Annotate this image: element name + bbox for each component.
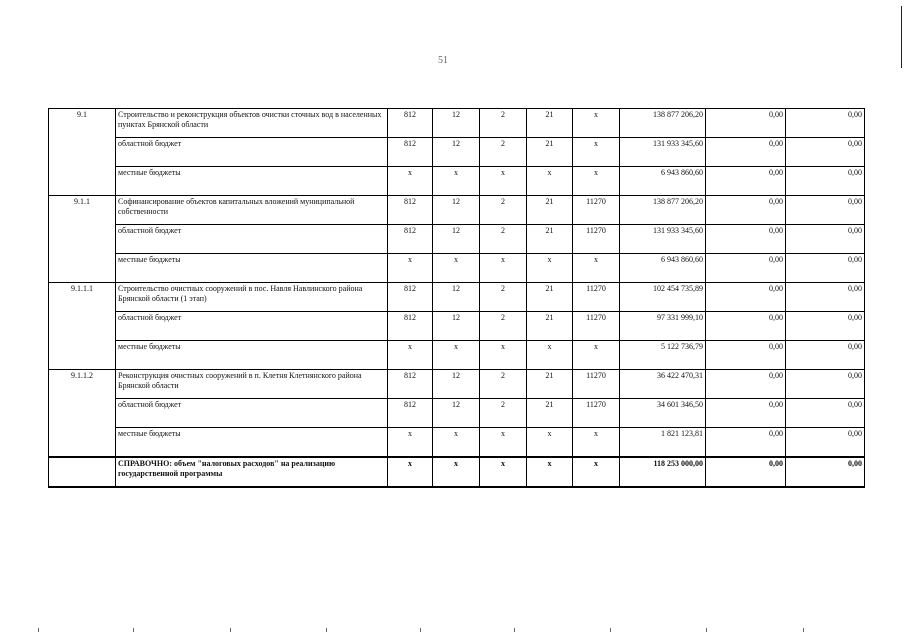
amount-cell: 0,00 bbox=[706, 283, 786, 312]
table-row bbox=[49, 341, 865, 370]
amount-cell: 0,00 bbox=[786, 341, 865, 370]
code-cell: 812 bbox=[388, 196, 433, 225]
code-cell: х bbox=[527, 457, 573, 487]
amount-cell: 0,00 bbox=[706, 196, 786, 225]
code-cell: 812 bbox=[388, 283, 433, 312]
code-cell: 21 bbox=[527, 283, 573, 312]
code-cell: 11270 bbox=[573, 225, 620, 254]
row-name: Строительство и реконструкция объектов очистки сточных вод в населенных пунктах Брянской области bbox=[116, 109, 388, 138]
scan-marks bbox=[0, 628, 905, 634]
code-cell: х bbox=[573, 109, 620, 138]
code-cell: 2 bbox=[480, 399, 527, 428]
amount-cell: 0,00 bbox=[786, 312, 865, 341]
code-cell: 21 bbox=[527, 370, 573, 399]
code-cell: х bbox=[480, 167, 527, 196]
table-row bbox=[49, 167, 865, 196]
code-cell: х bbox=[433, 341, 480, 370]
row-name: местные бюджеты bbox=[116, 428, 388, 458]
code-cell: х bbox=[388, 457, 433, 487]
amount-cell: 138 877 206,20 bbox=[620, 196, 706, 225]
code-cell: 12 bbox=[433, 283, 480, 312]
code-cell: 11270 bbox=[573, 312, 620, 341]
amount-cell: 5 122 736,79 bbox=[620, 341, 706, 370]
row-name: местные бюджеты bbox=[116, 167, 388, 196]
amount-cell: 0,00 bbox=[706, 399, 786, 428]
row-name: местные бюджеты bbox=[116, 254, 388, 283]
code-cell: 2 bbox=[480, 109, 527, 138]
code-cell: 11270 bbox=[573, 283, 620, 312]
amount-cell: 0,00 bbox=[786, 457, 865, 487]
table-row bbox=[49, 225, 865, 254]
amount-cell: 0,00 bbox=[706, 225, 786, 254]
code-cell: 812 bbox=[388, 225, 433, 254]
table-row bbox=[49, 283, 865, 312]
row-name: Строительство очистных сооружений в пос. Навля Навлинского района Брянской области (1 этап) bbox=[116, 283, 388, 312]
amount-cell: 138 877 206,20 bbox=[620, 109, 706, 138]
code-cell: х bbox=[388, 428, 433, 458]
code-cell: 21 bbox=[527, 109, 573, 138]
amount-cell: 6 943 860,60 bbox=[620, 167, 706, 196]
code-cell: х bbox=[480, 457, 527, 487]
code-cell: х bbox=[480, 254, 527, 283]
table-row bbox=[49, 254, 865, 283]
amount-cell: 34 601 346,50 bbox=[620, 399, 706, 428]
table-row bbox=[49, 312, 865, 341]
table-row bbox=[49, 399, 865, 428]
row-name: Реконструкция очистных сооружений в п. Клетня Клетнянского района Брянской области bbox=[116, 370, 388, 399]
amount-cell: 0,00 bbox=[786, 399, 865, 428]
code-cell: 2 bbox=[480, 312, 527, 341]
code-cell: х bbox=[388, 167, 433, 196]
code-cell: 12 bbox=[433, 399, 480, 428]
row-name: областной бюджет bbox=[116, 225, 388, 254]
total-number-cell bbox=[49, 457, 116, 487]
code-cell: х bbox=[527, 167, 573, 196]
amount-cell: 1 821 123,81 bbox=[620, 428, 706, 458]
row-number: 9.1.1.1 bbox=[49, 283, 116, 370]
amount-cell: 0,00 bbox=[786, 428, 865, 458]
code-cell: 2 bbox=[480, 225, 527, 254]
code-cell: х bbox=[480, 341, 527, 370]
code-cell: 12 bbox=[433, 196, 480, 225]
code-cell: х bbox=[573, 138, 620, 167]
amount-cell: 118 253 000,00 bbox=[620, 457, 706, 487]
table-row bbox=[49, 370, 865, 399]
row-name: областной бюджет bbox=[116, 312, 388, 341]
code-cell: х bbox=[480, 428, 527, 458]
table-row bbox=[49, 196, 865, 225]
code-cell: 812 bbox=[388, 370, 433, 399]
amount-cell: 0,00 bbox=[706, 254, 786, 283]
code-cell: 11270 bbox=[573, 370, 620, 399]
code-cell: 12 bbox=[433, 225, 480, 254]
amount-cell: 0,00 bbox=[706, 428, 786, 458]
amount-cell: 0,00 bbox=[786, 370, 865, 399]
amount-cell: 0,00 bbox=[786, 109, 865, 138]
code-cell: 812 bbox=[388, 399, 433, 428]
amount-cell: 0,00 bbox=[706, 167, 786, 196]
code-cell: х bbox=[433, 428, 480, 458]
amount-cell: 0,00 bbox=[706, 138, 786, 167]
row-number: 9.1 bbox=[49, 109, 116, 196]
code-cell: 812 bbox=[388, 109, 433, 138]
code-cell: 812 bbox=[388, 312, 433, 341]
code-cell: 2 bbox=[480, 138, 527, 167]
code-cell: х bbox=[573, 457, 620, 487]
amount-cell: 102 454 735,89 bbox=[620, 283, 706, 312]
row-name: Софинансирование объектов капитальных вложений муниципальной собственности bbox=[116, 196, 388, 225]
amount-cell: 0,00 bbox=[706, 341, 786, 370]
total-name: СПРАВОЧНО: объем "налоговых расходов" на реализацию государственной программы bbox=[116, 457, 388, 487]
code-cell: х bbox=[573, 341, 620, 370]
amount-cell: 0,00 bbox=[786, 283, 865, 312]
code-cell: 12 bbox=[433, 312, 480, 341]
row-number: 9.1.1 bbox=[49, 196, 116, 283]
amount-cell: 0,00 bbox=[786, 167, 865, 196]
amount-cell: 0,00 bbox=[786, 196, 865, 225]
row-name: местные бюджеты bbox=[116, 341, 388, 370]
row-name: областной бюджет bbox=[116, 138, 388, 167]
budget-table bbox=[48, 108, 865, 488]
amount-cell: 0,00 bbox=[706, 370, 786, 399]
code-cell: 11270 bbox=[573, 399, 620, 428]
code-cell: х bbox=[527, 254, 573, 283]
edge-line bbox=[901, 6, 902, 68]
code-cell: 11270 bbox=[573, 196, 620, 225]
code-cell: 2 bbox=[480, 370, 527, 399]
page-number: 51 bbox=[438, 55, 448, 66]
code-cell: 21 bbox=[527, 196, 573, 225]
table-row bbox=[49, 428, 865, 458]
code-cell: х bbox=[527, 428, 573, 458]
amount-cell: 6 943 860,60 bbox=[620, 254, 706, 283]
code-cell: 812 bbox=[388, 138, 433, 167]
code-cell: х bbox=[433, 167, 480, 196]
code-cell: х bbox=[433, 457, 480, 487]
code-cell: 21 bbox=[527, 399, 573, 428]
row-name: областной бюджет bbox=[116, 399, 388, 428]
amount-cell: 0,00 bbox=[706, 457, 786, 487]
code-cell: 12 bbox=[433, 370, 480, 399]
code-cell: х bbox=[527, 341, 573, 370]
code-cell: 21 bbox=[527, 312, 573, 341]
table-row bbox=[49, 109, 865, 138]
code-cell: 2 bbox=[480, 283, 527, 312]
code-cell: х bbox=[433, 254, 480, 283]
code-cell: 21 bbox=[527, 225, 573, 254]
code-cell: 12 bbox=[433, 109, 480, 138]
code-cell: х bbox=[388, 254, 433, 283]
amount-cell: 97 331 999,10 bbox=[620, 312, 706, 341]
amount-cell: 131 933 345,60 bbox=[620, 225, 706, 254]
code-cell: х bbox=[388, 341, 433, 370]
code-cell: х bbox=[573, 254, 620, 283]
amount-cell: 36 422 470,31 bbox=[620, 370, 706, 399]
code-cell: х bbox=[573, 167, 620, 196]
amount-cell: 0,00 bbox=[786, 225, 865, 254]
amount-cell: 0,00 bbox=[786, 138, 865, 167]
total-row bbox=[49, 457, 865, 487]
amount-cell: 131 933 345,60 bbox=[620, 138, 706, 167]
table-row bbox=[49, 138, 865, 167]
code-cell: х bbox=[573, 428, 620, 458]
amount-cell: 0,00 bbox=[786, 254, 865, 283]
code-cell: 12 bbox=[433, 138, 480, 167]
amount-cell: 0,00 bbox=[706, 312, 786, 341]
code-cell: 2 bbox=[480, 196, 527, 225]
amount-cell: 0,00 bbox=[706, 109, 786, 138]
row-number: 9.1.1.2 bbox=[49, 370, 116, 458]
code-cell: 21 bbox=[527, 138, 573, 167]
